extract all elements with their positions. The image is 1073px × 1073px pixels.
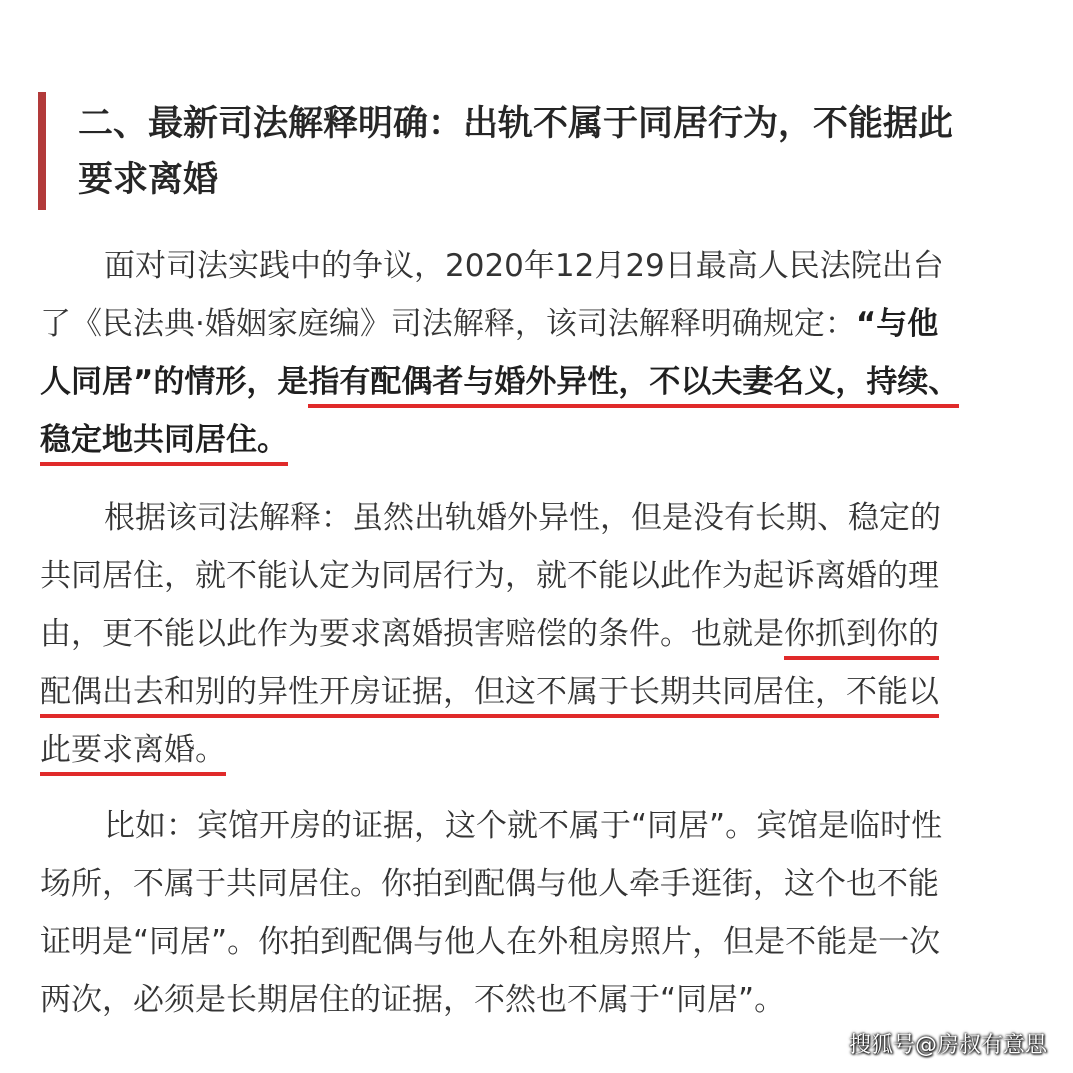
paragraph-line: 根据该司法解释：虽然出轨婚外异性，但是没有长期、稳定的 (104, 500, 941, 536)
paragraph-line: 场所，不属于共同居住。你拍到配偶与他人牵手逛街，这个也不能 (40, 866, 939, 902)
underlined-text: 此要求离婚。 (40, 732, 226, 776)
paragraph-line (40, 411, 1040, 469)
paragraph-judicial-interpretation (40, 237, 1040, 469)
bold-text: 是 (277, 364, 309, 400)
paragraph-line (40, 721, 1040, 779)
bold-text: 人同居”的情形， (40, 364, 278, 400)
heading-line-2: 要求离婚 (78, 160, 219, 200)
paragraph-line (40, 663, 1040, 721)
paragraph-line (40, 295, 1040, 353)
heading-line-1: 二、最新司法解释明确：出轨不属于同居行为，不能据此 (78, 104, 954, 144)
underlined-text: 配偶出去和别的异性开房证据，但这不属于长期共同居住，不能以 (40, 674, 939, 718)
paragraph-line: 共同居住，就不能认定为同居行为，就不能以此作为起诉离婚的理 (40, 558, 939, 594)
paragraph-line: 证明是“同居”。你拍到配偶与他人在外租房照片，但是不能是一次 (40, 924, 941, 960)
underlined-bold-text: 指有配偶者与婚外异性，不以夫妻名义，持续、 (308, 364, 959, 408)
text-span: 由，更不能以此作为要求离婚损害赔偿的条件。也就是 (40, 616, 784, 652)
paragraph-examples (40, 797, 1040, 1029)
heading-accent-bar (38, 92, 46, 210)
watermark-text: 搜狐号@房叔有意思 (848, 1033, 1047, 1058)
underlined-text: 你抓到你的 (784, 616, 939, 660)
paragraph-line (40, 353, 1040, 411)
paragraph-line (40, 605, 1040, 663)
paragraph-line: 面对司法实践中的争议，2020年12月29日最高人民法院出台 (104, 248, 944, 284)
paragraph-line: 比如：宾馆开房的证据，这个就不属于“同居”。宾馆是临时性 (104, 808, 943, 844)
text-span: 了《民法典·婚姻家庭编》司法解释，该司法解释明确规定： (40, 306, 856, 342)
paragraph-according-to-interpretation (40, 489, 1040, 779)
underlined-bold-text: 稳定地共同居住。 (40, 422, 288, 466)
bold-text: “与他 (855, 306, 939, 342)
paragraph-line: 两次，必须是长期居住的证据，不然也不属于“同居”。 (40, 982, 786, 1018)
section-heading (78, 96, 1048, 208)
